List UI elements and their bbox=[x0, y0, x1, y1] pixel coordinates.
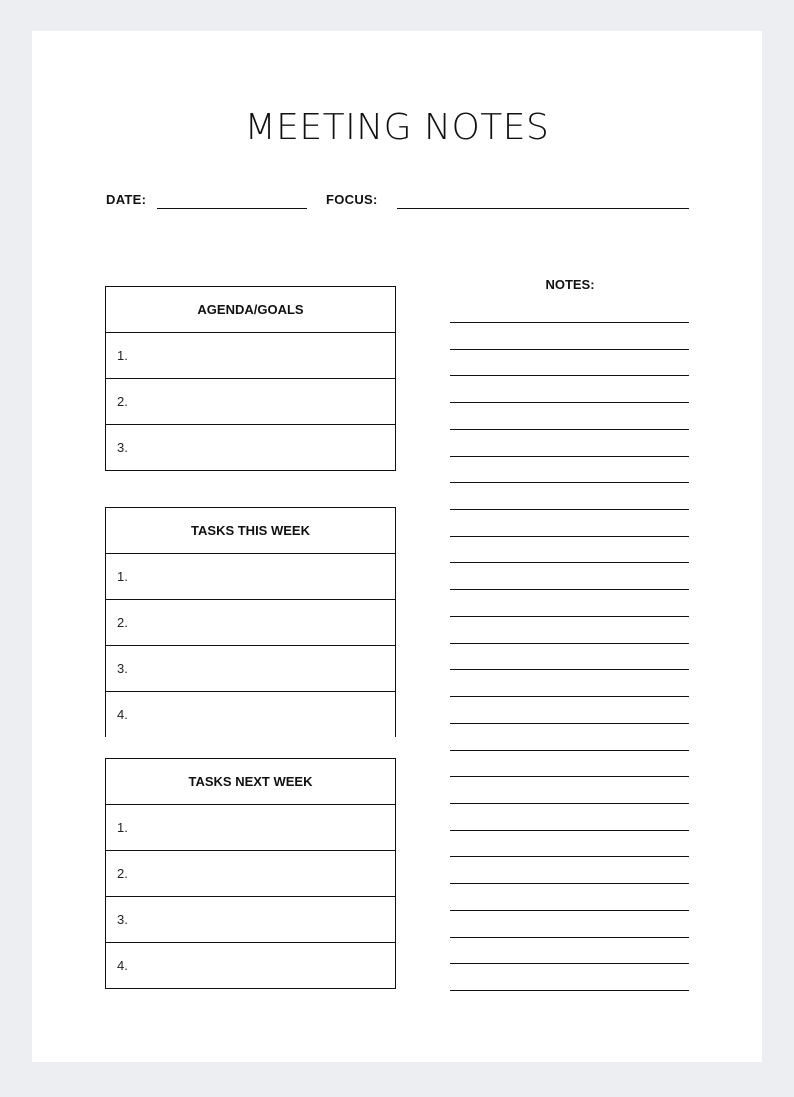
task-row[interactable]: 4. bbox=[117, 707, 128, 722]
note-line[interactable] bbox=[450, 589, 689, 616]
note-line[interactable] bbox=[450, 937, 689, 964]
note-line[interactable] bbox=[450, 910, 689, 937]
note-line[interactable] bbox=[450, 776, 689, 803]
note-line[interactable] bbox=[450, 562, 689, 589]
note-line[interactable] bbox=[450, 536, 689, 563]
note-line[interactable] bbox=[450, 883, 689, 910]
note-line[interactable] bbox=[450, 696, 689, 723]
date-line[interactable] bbox=[157, 208, 307, 209]
task-row[interactable]: 2. bbox=[106, 851, 395, 897]
date-label: DATE: bbox=[106, 192, 147, 207]
note-line[interactable] bbox=[450, 723, 689, 750]
focus-line[interactable] bbox=[397, 208, 689, 209]
note-line[interactable] bbox=[450, 349, 689, 376]
page-title: MEETING NOTES bbox=[244, 107, 550, 148]
note-line[interactable] bbox=[450, 429, 689, 456]
note-line[interactable] bbox=[450, 990, 689, 1017]
agenda-row[interactable]: 3. bbox=[117, 440, 128, 455]
task-row[interactable]: 4. bbox=[117, 958, 128, 973]
task-row[interactable]: 2. bbox=[106, 600, 395, 646]
note-line[interactable] bbox=[450, 456, 689, 483]
note-line[interactable] bbox=[450, 856, 689, 883]
note-line[interactable] bbox=[450, 669, 689, 696]
planner-sheet bbox=[32, 31, 762, 1062]
note-line[interactable] bbox=[450, 750, 689, 777]
agenda-goals-table bbox=[105, 286, 396, 471]
task-row[interactable]: 3. bbox=[106, 646, 395, 692]
focus-label: FOCUS: bbox=[326, 192, 378, 207]
task-row[interactable]: 1. bbox=[106, 554, 395, 600]
note-line[interactable] bbox=[450, 482, 689, 509]
notes-label: NOTES: bbox=[545, 277, 595, 292]
tasks-this-week-table bbox=[105, 507, 396, 737]
tasks-next-week-header: TASKS NEXT WEEK bbox=[106, 759, 395, 805]
note-line[interactable] bbox=[450, 643, 689, 670]
agenda-goals-header: AGENDA/GOALS bbox=[106, 287, 395, 333]
note-line[interactable] bbox=[450, 402, 689, 429]
note-line[interactable] bbox=[450, 803, 689, 830]
note-line[interactable] bbox=[450, 509, 689, 536]
note-line[interactable] bbox=[450, 963, 689, 990]
agenda-row[interactable]: 1. bbox=[106, 333, 395, 379]
note-line[interactable] bbox=[450, 616, 689, 643]
tasks-next-week-table bbox=[105, 758, 396, 989]
note-line[interactable] bbox=[450, 375, 689, 402]
agenda-row[interactable]: 2. bbox=[106, 379, 395, 425]
note-line[interactable] bbox=[450, 322, 689, 349]
task-row[interactable]: 1. bbox=[106, 805, 395, 851]
notes-lines[interactable] bbox=[450, 322, 689, 1017]
note-line[interactable] bbox=[450, 830, 689, 857]
tasks-this-week-header: TASKS THIS WEEK bbox=[106, 508, 395, 554]
task-row[interactable]: 3. bbox=[106, 897, 395, 943]
